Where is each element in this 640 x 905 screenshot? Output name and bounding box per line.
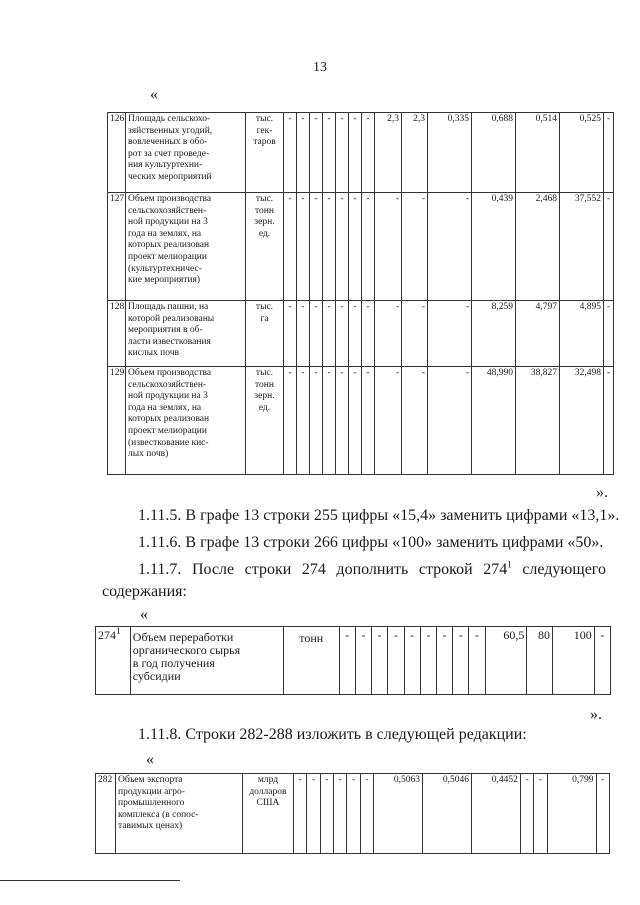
value-cell: 4,797 [516, 301, 560, 367]
value-cell: - [420, 627, 436, 695]
value-cell: 60,5 [485, 627, 527, 695]
value-cell: - [310, 367, 323, 475]
paragraph-1-11-7-line2: содержания: [102, 583, 187, 600]
value-cell: - [297, 193, 310, 301]
value-cell: 0,4452 [471, 774, 520, 854]
value-cell: - [375, 193, 402, 301]
value-cell: 0,799 [547, 774, 596, 854]
row-reference: $274^1$ [483, 559, 512, 578]
value-cell: - [297, 113, 310, 193]
row-number: $274^1$ [96, 627, 131, 695]
value-cell: - [323, 367, 336, 475]
indicator-table-274-1 [95, 626, 611, 695]
close-quote-1: ». [596, 484, 608, 501]
value-cell: - [349, 367, 362, 475]
value-cell: - [320, 774, 333, 854]
value-cell: 32,498 [560, 367, 604, 475]
value-cell: 0,688 [472, 113, 516, 193]
value-cell: - [402, 193, 428, 301]
value-cell: - [362, 193, 375, 301]
value-cell: - [347, 774, 360, 854]
value-cell: 80 [527, 627, 553, 695]
indicator-name: Объем переработки органического сырья в год получения субсидии [130, 627, 283, 695]
indicator-table-126-129 [107, 112, 614, 475]
value-cell: - [336, 113, 349, 193]
value-cell: - [284, 193, 297, 301]
value-cell: - [336, 193, 349, 301]
value-cell: 2,468 [516, 193, 560, 301]
table-row [108, 113, 614, 193]
footnote-separator [0, 880, 180, 881]
value-cell: - [388, 627, 404, 695]
value-cell: - [349, 301, 362, 367]
paragraph-word: следующего [522, 561, 606, 578]
open-quote: « [150, 86, 158, 103]
paragraph-1-11-5: 1.11.5. В графе 13 строки 255 цифры «15,4» заменить цифрами «13,1». [138, 507, 620, 524]
row-number: 129 [108, 367, 126, 475]
value-cell: - [362, 301, 375, 367]
value-cell: 100 [552, 627, 594, 695]
indicator-name: Площадь сельскохо- зяйственных угодий, вовлеченных в обо- рот за счет проведе- ния культуртехни- ческих мероприятий [126, 113, 246, 193]
open-quote-2: « [140, 606, 148, 623]
value-cell: 0,5046 [423, 774, 472, 854]
value-cell: - [339, 627, 355, 695]
value-cell: - [375, 301, 402, 367]
table-row [96, 627, 611, 695]
value-cell: - [604, 193, 614, 301]
table-row [108, 193, 614, 301]
value-cell: - [436, 627, 452, 695]
value-cell: - [594, 627, 610, 695]
value-cell: - [310, 193, 323, 301]
unit: тыс. тонн зерн. ед. [246, 367, 284, 475]
value-cell: - [428, 301, 472, 367]
table-row [108, 301, 614, 367]
value-cell: - [428, 193, 472, 301]
value-cell: - [310, 301, 323, 367]
value-cell: - [336, 301, 349, 367]
paragraph-word: строки [244, 561, 292, 578]
value-cell: 48,990 [472, 367, 516, 475]
value-cell: 0,439 [472, 193, 516, 301]
value-cell: 0,5063 [374, 774, 423, 854]
value-cell: - [294, 774, 307, 854]
value-cell: 37,552 [560, 193, 604, 301]
value-cell: 8,259 [472, 301, 516, 367]
paragraph-1-11-7 [138, 561, 606, 579]
unit: млрд долларов США [242, 774, 293, 854]
value-cell: - [323, 113, 336, 193]
value-cell: - [375, 367, 402, 475]
paragraph-word: 1.11.7. [138, 561, 182, 578]
value-cell: - [402, 367, 428, 475]
value-cell: - [297, 301, 310, 367]
page-number: 13 [313, 60, 327, 75]
value-cell: - [307, 774, 320, 854]
value-cell: - [428, 367, 472, 475]
paragraph-word: После [191, 561, 235, 578]
row-number: 127 [108, 193, 126, 301]
indicator-name: Объем производства сельскохозяйствен- ной продукции на 3 года на землях, на которых реализован проект мелиорации (культуртехничес- кие мероприятия) [126, 193, 246, 301]
value-cell: - [297, 367, 310, 475]
value-cell: - [372, 627, 388, 695]
value-cell: - [604, 367, 614, 475]
paragraph-1-11-8: 1.11.8. Строки 282-288 изложить в следующей редакции: [138, 726, 527, 743]
value-cell: - [355, 627, 371, 695]
value-cell: - [334, 774, 347, 854]
value-cell: - [520, 774, 533, 854]
table-row [96, 774, 610, 854]
value-cell: - [284, 367, 297, 475]
value-cell: 0,335 [428, 113, 472, 193]
value-cell: - [310, 113, 323, 193]
value-cell: - [323, 301, 336, 367]
value-cell: - [604, 113, 614, 193]
value-cell: - [360, 774, 373, 854]
unit: тыс. тонн зерн. ед. [246, 193, 284, 301]
value-cell: - [336, 367, 349, 475]
row-number: 282 [96, 774, 116, 854]
unit: тонн [283, 627, 339, 695]
table-row [108, 367, 614, 475]
row-number: 128 [108, 301, 126, 367]
row-number: 126 [108, 113, 126, 193]
value-cell: 38,827 [516, 367, 560, 475]
value-cell: - [604, 301, 614, 367]
unit: тыс. га [246, 301, 284, 367]
value-cell: - [469, 627, 485, 695]
paragraph-word: 274 [301, 561, 326, 578]
open-quote-3: « [146, 751, 154, 768]
value-cell: - [596, 774, 609, 854]
value-cell: 2,3 [375, 113, 402, 193]
value-cell: - [323, 193, 336, 301]
value-cell: - [362, 113, 375, 193]
value-cell: - [402, 301, 428, 367]
indicator-name: Площадь пашни, на которой реализованы мероприятия в об- ласти известкования кислых почв [126, 301, 246, 367]
paragraph-1-11-6: 1.11.6. В графе 13 строки 266 цифры «100» заменить цифрами «50». [138, 534, 604, 551]
close-quote-2: ». [590, 706, 602, 723]
value-cell: - [362, 367, 375, 475]
indicator-table-282 [95, 773, 610, 854]
value-cell: - [284, 113, 297, 193]
indicator-name: Объем производства сельскохозяйствен- ной продукции на 3 года на землях, на которых реализован проект мелиорации (известкование кис- лых почв) [126, 367, 246, 475]
value-cell: - [404, 627, 420, 695]
value-cell: - [349, 193, 362, 301]
paragraph-word: дополнить [336, 561, 409, 578]
value-cell: 0,514 [516, 113, 560, 193]
value-cell: - [284, 301, 297, 367]
value-cell: - [453, 627, 469, 695]
paragraph-word: строкой [418, 561, 473, 578]
value-cell: - [534, 774, 547, 854]
value-cell: 2,3 [402, 113, 428, 193]
indicator-name: Объем экспорта продукции агро- промышленного комплекса (в сопос- тавимых ценах) [116, 774, 243, 854]
unit: тыс. гек- таров [246, 113, 284, 193]
value-cell: - [349, 113, 362, 193]
value-cell: 4,895 [560, 301, 604, 367]
value-cell: 0,525 [560, 113, 604, 193]
